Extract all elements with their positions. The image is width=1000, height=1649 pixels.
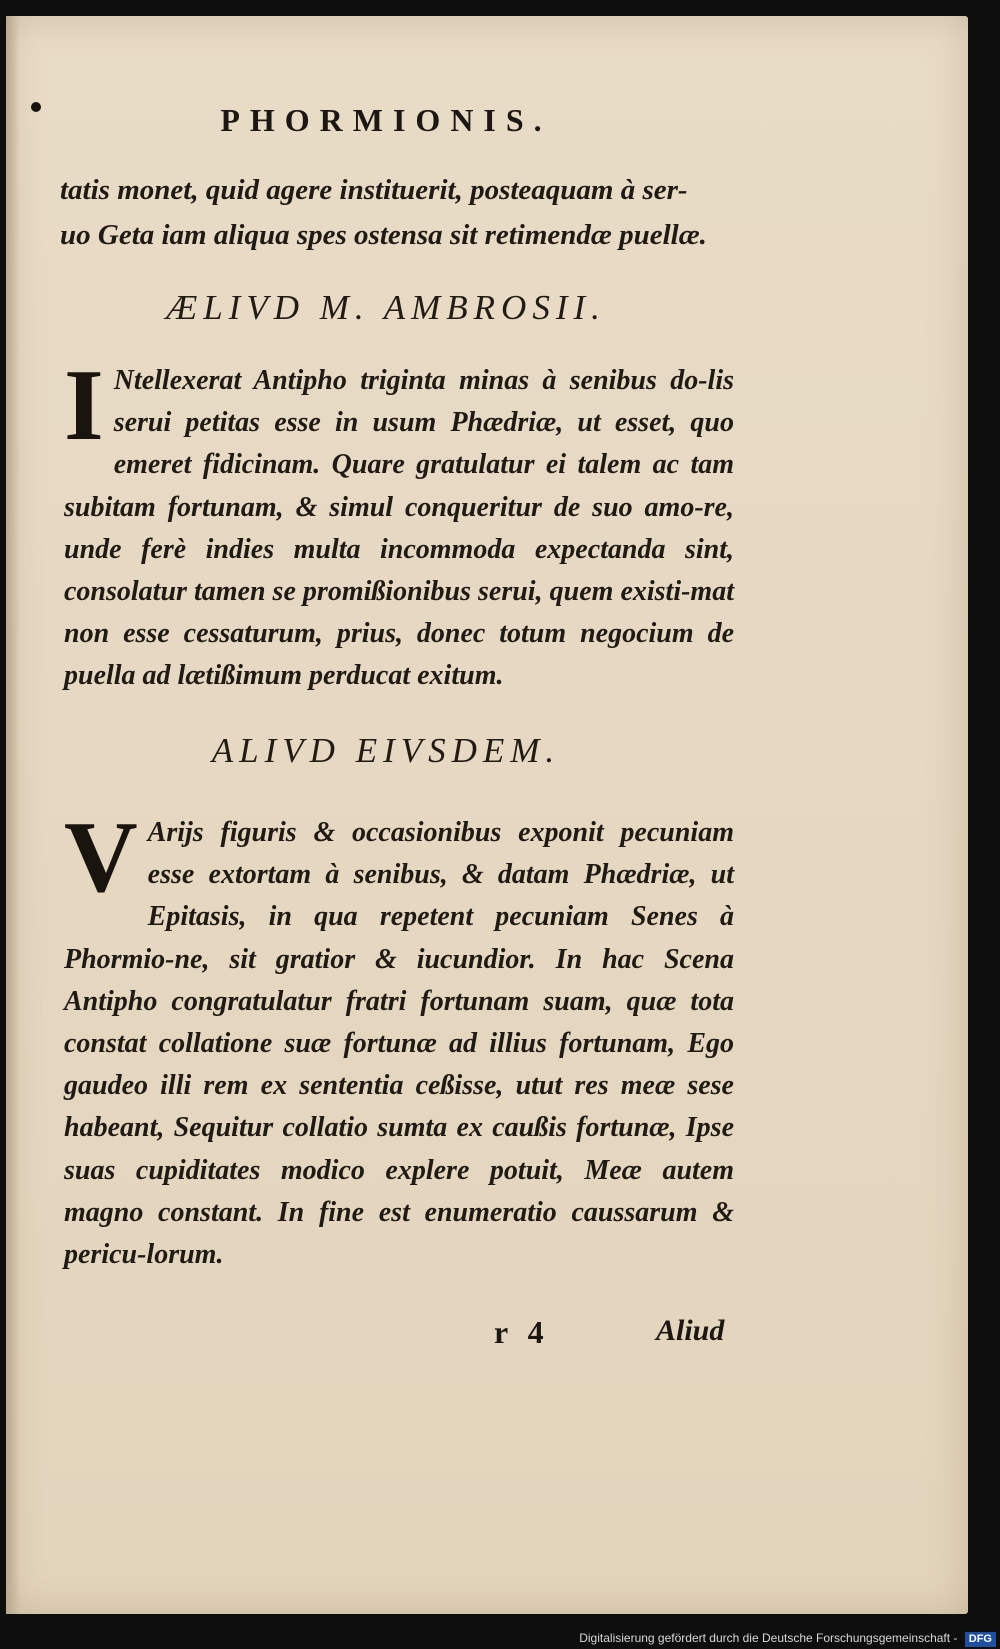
continuation-text [60, 168, 736, 258]
digitization-footer [0, 1627, 1000, 1649]
dfg-logo: DFG [965, 1632, 996, 1647]
drop-cap-i: I [64, 349, 104, 462]
book-page [6, 16, 968, 1614]
continuation-line-2: uo Geta iam aliqua spes ostensa sit retimendæ puellæ. [60, 219, 707, 251]
section-heading-ambrosii: ÆLIVD M. AMBROSII. [166, 288, 606, 327]
continuation-line-1: tatis monet, quid agere instituerit, posteaquam à ser- [60, 174, 688, 206]
section-heading-eiusdem: ALIVD EIVSDEM. [211, 731, 561, 770]
section-body-eiusdem [64, 801, 734, 1276]
funding-note: Digitalisierung gefördert durch die Deutsche Forschungsgemeinschaft - [579, 1631, 958, 1645]
section-body-text: Ntellexerat Antipho triginta minas à senibus do-lis serui petitas esse in usum Phædriæ, ut esset, quo emeret fidicinam. Quare gratulatur ei talem ac tam subitam fortunam, & simul conqueritur de suo amo-re, unde ferè indies multa incommoda expectanda sint, consolatur tamen se promißionibus serui, quem existi-mat non esse cessaturum, prius, donec totum negocium de puella ad lætißimum perducat exitum. [64, 365, 734, 692]
running-title: PHORMIONIS. [220, 102, 552, 138]
section-body-text: Arijs figuris & occasionibus exponit pecuniam esse extortam à senibus, & datam Phædriæ, ut Epitasis, in qua repetent pecuniam Senes à Phormio-ne, sit gratior & iucundior. In hac Scena Antipho congratulatur fratri fortunam suam, quæ tota constat collatione suæ fortunæ ad illius fortunam, Ego gaudeo illi rem ex sententia ceßisse, utut res meæ sese habeant, Sequitur collatio sumta ex caußis fortunæ, Ipse suas cupiditates modico explere potuit, Meæ autem magno constant. In fine est enumeratio caussarum & pericu-lorum. [64, 817, 734, 1271]
page-spine-shadow [6, 16, 20, 1614]
catchword: Aliud [656, 1314, 725, 1347]
section-body-ambrosii [64, 349, 734, 698]
signature-mark: r 4 [494, 1314, 550, 1350]
drop-cap-v: V [64, 801, 138, 914]
